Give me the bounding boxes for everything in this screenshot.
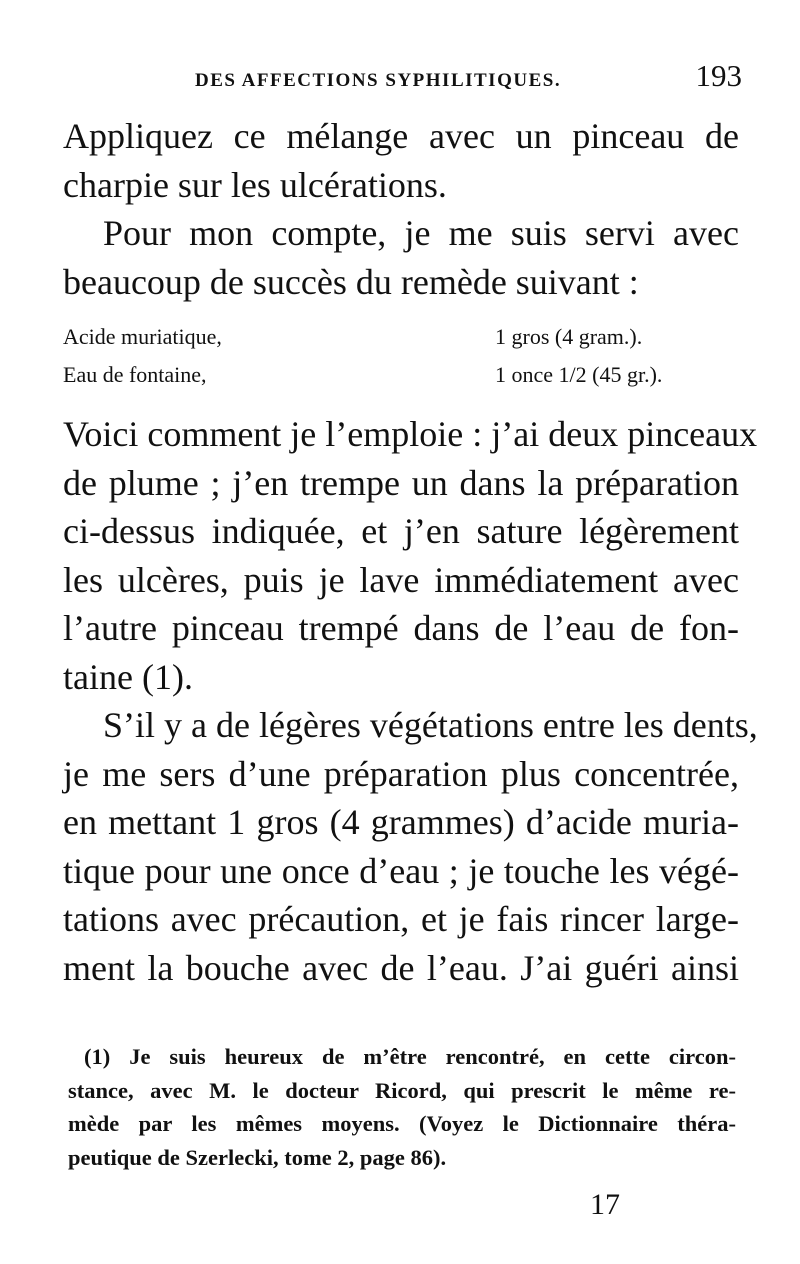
text-line: tique pour une once d’eau ; je touche les végé- <box>63 850 739 891</box>
page-number: 193 <box>695 58 742 93</box>
text-line: beaucoup de succès du remède suivant : <box>63 261 639 302</box>
recipe-row <box>63 356 739 394</box>
footnote-line: (1) Je suis heureux de m’être rencontré, en cette circon- <box>84 1044 736 1069</box>
footnote-line: mède par les mêmes moyens. (Voyez le Dictionnaire théra- <box>68 1111 736 1136</box>
text-line: taine (1). <box>63 656 193 697</box>
paragraph-2 <box>63 209 739 306</box>
text-line: Pour mon compte, je me suis servi avec <box>103 213 739 253</box>
footnote <box>68 1040 736 1174</box>
footnote-line: peutique de Szerlecki, tome 2, page 86). <box>68 1144 447 1170</box>
paragraph-1 <box>63 112 739 209</box>
recipe-amount: 1 once 1/2 (45 gr.). <box>495 362 663 387</box>
text-line: Appliquez ce mélange avec un pinceau de <box>63 116 739 156</box>
text-line: charpie sur les ulcérations. <box>63 164 447 205</box>
text-line: Voici comment je l’emploie : j’ai deux pinceaux <box>63 414 758 454</box>
text-line: de plume ; j’en trempe un dans la préparation <box>63 462 739 503</box>
paragraph-3 <box>63 410 758 701</box>
recipe-amount: 1 gros (4 gram.). <box>495 324 643 349</box>
text-line: je me sers d’une préparation plus concentrée, <box>63 753 739 794</box>
main-text <box>63 112 758 992</box>
text-line: tations avec précaution, et je fais rincer large- <box>63 899 739 939</box>
recipe-row <box>63 318 739 356</box>
text-line: S’il y a de légères végétations entre les dents, <box>103 705 758 745</box>
recipe-ingredient: Eau de fontaine, <box>63 362 207 387</box>
text-line: les ulcères, puis je lave immédiatement avec <box>63 559 739 600</box>
recipe <box>63 318 739 394</box>
page-header <box>195 58 742 94</box>
text-line: l’autre pinceau trempé dans de l’eau de fon- <box>63 608 739 648</box>
text-line: ci-dessus indiquée, et j’en sature légèrement <box>63 511 739 551</box>
paragraph-4 <box>63 701 758 992</box>
running-head: DES AFFECTIONS SYPHILITIQUES. <box>195 70 562 91</box>
text-line: ment la bouche avec de l’eau. J’ai guéri ainsi <box>63 947 739 988</box>
text-line: en mettant 1 gros (4 grammes) d’acide muria- <box>63 802 739 842</box>
footnote-line: stance, avec M. le docteur Ricord, qui prescrit le même re- <box>68 1077 736 1103</box>
signature-mark: 17 <box>590 1188 620 1221</box>
recipe-ingredient: Acide muriatique, <box>63 324 222 349</box>
